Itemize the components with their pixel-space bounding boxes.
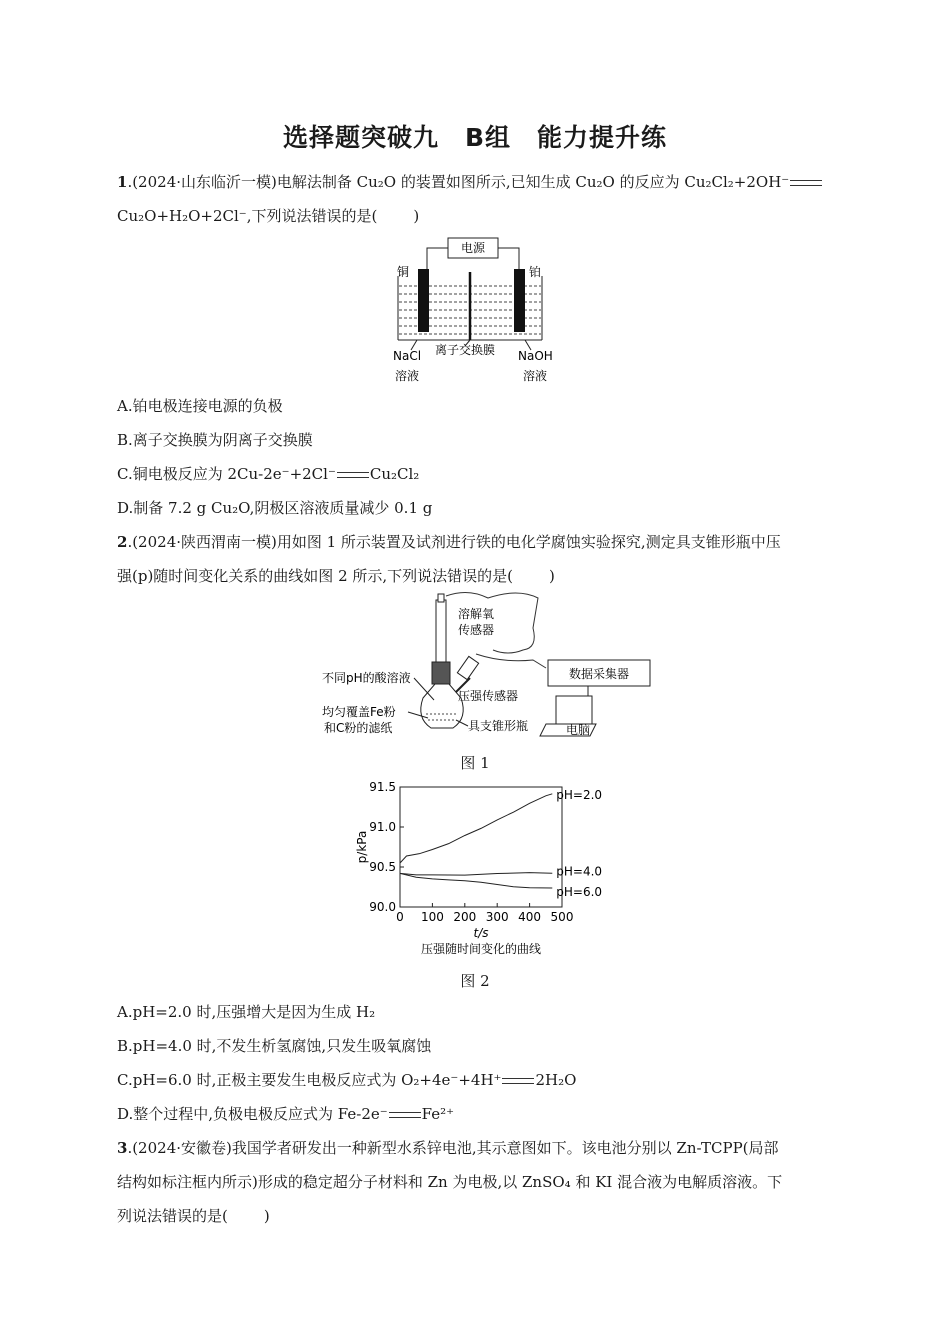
q1-stem-text2: Cu₂O+H₂O+2Cl⁻,下列说法错误的是(: [117, 207, 378, 225]
x-tick-label: 400: [518, 910, 542, 924]
chart-title: 压强随时间变化的曲线: [420, 942, 542, 956]
y-tick-label: 91.0: [369, 820, 396, 834]
y-tick-label: 90.5: [369, 860, 396, 874]
x-tick-label: 500: [550, 910, 574, 924]
q1-stem-line1: [117, 172, 823, 192]
power-label: 电源: [460, 241, 486, 255]
series-line-2: [400, 873, 552, 888]
q2-paren-close: ): [549, 567, 555, 585]
q3-stem-line3: [117, 1206, 270, 1226]
q2-stem-line2: [117, 566, 555, 586]
series-label-2: pH=6.0: [556, 884, 603, 899]
plot-frame: [400, 787, 562, 907]
pressure-sensor-label: 压强传感器: [458, 689, 519, 703]
page-title: 选择题突破九 B组 能力提升练: [282, 123, 668, 152]
q1-option-b: B.离子交换膜为阴离子交换膜: [117, 431, 313, 449]
copper-electrode: [418, 269, 429, 332]
q3-stem-text1: .(2024·安徽卷)我国学者研发出一种新型水系锌电池,其示意图如下。该电池分别以 Zn-TCPP(局部: [127, 1139, 779, 1157]
q1-option-c-text: C.铜电极反应为 2Cu-2e⁻+2Cl⁻: [117, 465, 336, 483]
q3-paren-close: ): [263, 1207, 270, 1225]
collector-label: 数据采集器: [568, 667, 630, 681]
q2-option-c: [117, 1070, 576, 1090]
x-tick-label: 300: [485, 910, 509, 924]
q1-stem-line2: [117, 206, 419, 226]
q2-option-b: B.pH=4.0 时,不发生析氢腐蚀,只发生吸氧腐蚀: [117, 1037, 432, 1055]
naoh-label: NaOH: [518, 349, 553, 363]
q1-number: 1: [117, 173, 128, 191]
q1-electrolysis-figure: [385, 236, 565, 386]
equals-sign: [389, 1112, 421, 1118]
q1-option-c-product: Cu₂Cl₂: [369, 465, 420, 483]
q2-option-c-text: C.pH=6.0 时,正极主要发生电极反应式为 O₂+4e⁻+4H⁺: [117, 1071, 502, 1089]
q1-option-a: A.铂电极连接电源的负极: [117, 397, 283, 415]
series-label-0: pH=2.0: [556, 788, 603, 802]
platinum-label: 铂: [529, 265, 542, 279]
q2-option-d-text: D.整个过程中,负极电极反应式为 Fe-2e⁻: [117, 1105, 388, 1123]
q1-option-c: [117, 464, 419, 484]
q1-option-d: D.制备 7.2 g Cu₂O,阴极区溶液质量减少 0.1 g: [117, 499, 433, 517]
y-tick-label: 90.0: [369, 900, 396, 914]
series-line-1: [400, 873, 552, 875]
figure1-caption: 图 1: [460, 754, 490, 772]
membrane-label: 离子交换膜: [435, 343, 496, 357]
q2-figure1-apparatus: [318, 588, 658, 748]
q2-stem-text2: 强(p)随时间变化关系的曲线如图 2 所示,下列说法错误的是(: [117, 567, 514, 585]
x-tick-label: 0: [396, 910, 404, 924]
equals-sign: [337, 472, 369, 478]
q1-paren-close: ): [413, 207, 420, 225]
q2-option-c-product: 2H₂O: [535, 1071, 577, 1089]
q3-number: 3: [117, 1139, 128, 1157]
filter-label1: 均匀覆盖Fe粉: [322, 705, 396, 719]
equals-sign: [502, 1078, 534, 1084]
nacl-label: NaCl: [393, 349, 422, 363]
naoh-solution-label: 溶液: [523, 369, 548, 383]
equals-sign: [790, 180, 822, 186]
series-label-1: pH=4.0: [556, 864, 603, 879]
y-tick-label: 91.5: [369, 780, 396, 794]
x-tick-label: 100: [420, 910, 444, 924]
q1-stem-text1: .(2024·山东临沂一模)电解法制备 Cu₂O 的装置如图所示,已知生成 Cu₂O 的反应为 Cu₂Cl₂+2OH⁻: [127, 173, 790, 191]
computer-label: 电脑: [566, 723, 591, 737]
platinum-electrode: [514, 269, 525, 332]
q2-pressure-chart: [340, 775, 610, 965]
q3-stem-line1: [117, 1138, 779, 1158]
q2-stem-text1: .(2024·陕西渭南一模)用如图 1 所示装置及试剂进行铁的电化学腐蚀实验探究,测定具支锥形瓶中压: [127, 533, 781, 551]
q2-option-d-product: Fe²⁺: [421, 1105, 455, 1123]
figure2-caption: 图 2: [460, 972, 490, 990]
y-axis-label: p/kPa: [355, 830, 369, 864]
filter-label2: 和C粉的滤纸: [324, 721, 393, 735]
flask-label: 具支锥形瓶: [468, 719, 529, 733]
acid-label: 不同pH的酸溶液: [322, 671, 411, 685]
nacl-solution-label: 溶液: [395, 369, 420, 383]
copper-label: 铜: [397, 265, 410, 279]
series-line-0: [400, 794, 552, 863]
x-tick-label: 200: [453, 910, 477, 924]
x-axis-label: t/s: [473, 926, 489, 940]
q3-stem-line2: 结构如标注框内所示)形成的稳定超分子材料和 Zn 为电极,以 ZnSO₄ 和 KI 混合液为电解质溶液。下: [117, 1173, 783, 1191]
q2-option-a: A.pH=2.0 时,压强增大是因为生成 H₂: [117, 1003, 376, 1021]
q2-stem-line1: [117, 532, 781, 552]
pressure-sensor-probe: [457, 656, 478, 679]
oxygen-sensor-label2: 传感器: [458, 623, 495, 637]
oxygen-sensor-label: 溶解氧: [458, 607, 495, 621]
q2-number: 2: [117, 533, 128, 551]
computer-monitor: [556, 696, 592, 724]
q2-option-d: [117, 1104, 454, 1124]
q3-stem-text3: 列说法错误的是(: [117, 1207, 228, 1225]
